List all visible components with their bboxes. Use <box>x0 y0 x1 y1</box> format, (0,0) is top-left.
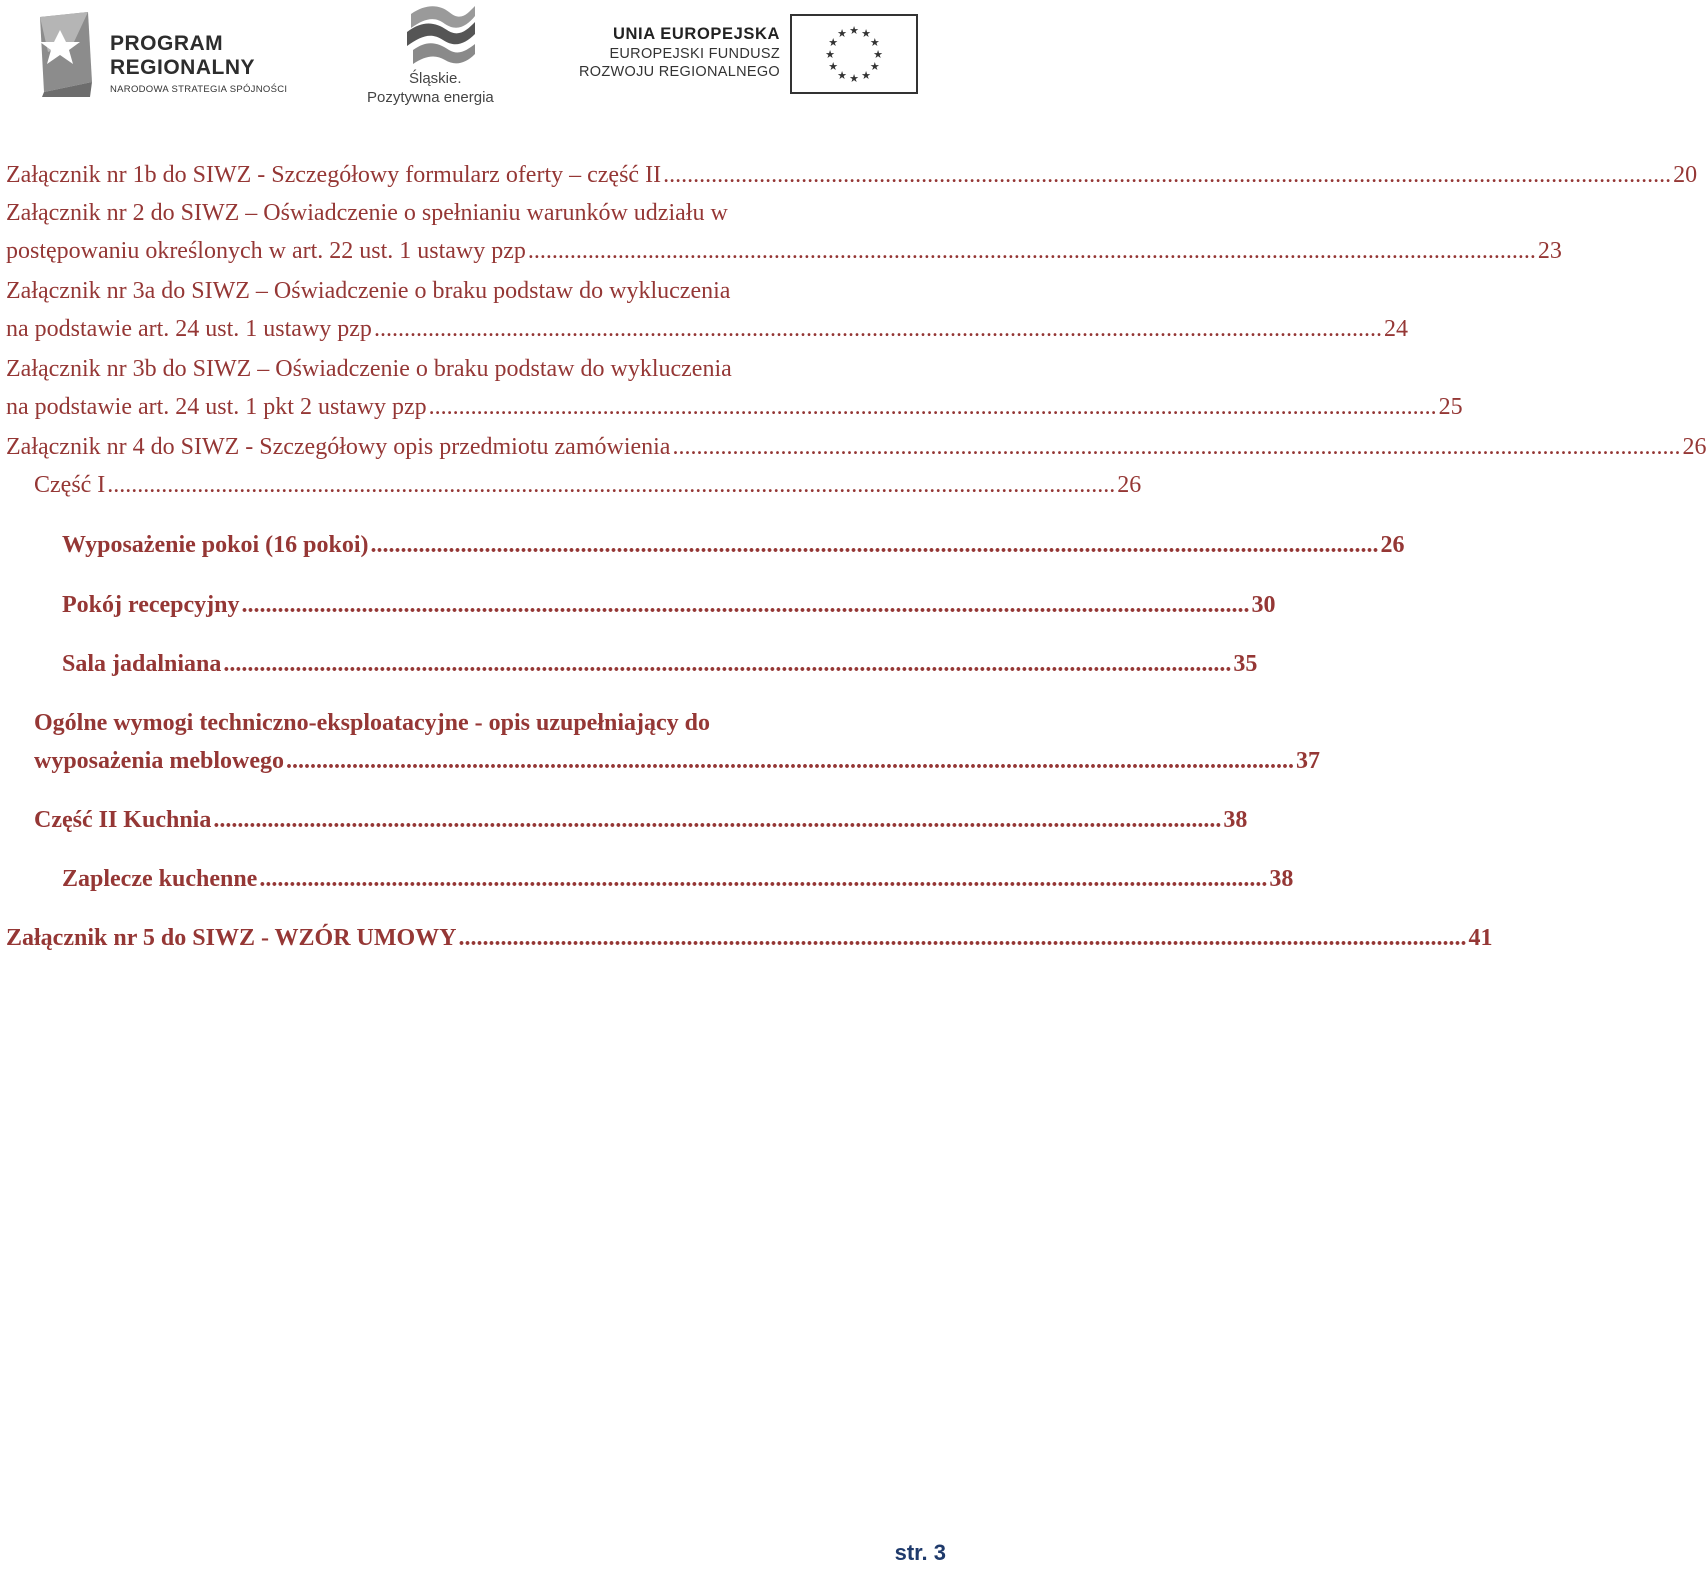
program-regionalny-logo <box>30 12 320 102</box>
toc-entry-title: Część I <box>34 472 106 498</box>
eu-star-icon: ★ <box>837 69 847 82</box>
toc-leader-dots: ........................................................................................................................................................................ <box>663 162 1672 188</box>
eu-star-icon: ★ <box>861 28 871 41</box>
slaskie-logo-tagline: Pozytywna energia <box>367 89 494 106</box>
toc-page-number: 26 <box>1682 434 1706 460</box>
toc-entry-title-cont: na podstawie art. 24 ust. 1 pkt 2 ustawy pzp <box>6 394 427 420</box>
eu-star-icon: ★ <box>837 28 847 41</box>
toc-entry-title: Załącznik nr 3b do SIWZ – Oświadczenie o braku podstaw do wykluczenia <box>6 356 732 382</box>
toc-leader-dots: ........................................................................................................................................................................ <box>241 592 1250 618</box>
page-number-footer: str. 3 <box>894 1540 946 1565</box>
toc-entry[interactable] <box>34 801 1248 839</box>
toc-leader-dots: ........................................................................................................................................................................ <box>527 238 1536 264</box>
eu-star-icon: ★ <box>828 37 839 49</box>
toc-leader-dots: ........................................................................................................................................................................ <box>428 394 1437 420</box>
toc-page-number: 37 <box>1295 748 1320 774</box>
eu-logo-line1: UNIA EUROPEJSKA <box>613 25 780 43</box>
toc-entry-title: Ogólne wymogi techniczno-eksploatacyjne - opis uzupełniający do <box>34 710 710 736</box>
eu-star-icon: ★ <box>849 73 859 85</box>
toc-entry-title: Załącznik nr 3a do SIWZ – Oświadczenie o braku podstaw do wykluczenia <box>6 278 731 304</box>
slaskie-wave-icon <box>405 4 477 68</box>
toc-leader-dots: ........................................................................................................................................................................ <box>285 748 1294 774</box>
toc-entry[interactable] <box>34 704 1320 780</box>
eu-logo-line3: ROZWOJU REGIONALNEGO <box>579 64 780 80</box>
toc-entry[interactable] <box>6 272 1408 348</box>
toc-entry[interactable] <box>6 194 1562 270</box>
page-header <box>0 0 960 115</box>
toc-leader-dots: ........................................................................................................................................................................ <box>672 434 1681 460</box>
toc-page-number: 24 <box>1383 316 1408 342</box>
toc-entry[interactable] <box>6 350 1463 426</box>
toc-entry[interactable] <box>62 586 1276 624</box>
eu-star-icon: ★ <box>861 69 871 82</box>
toc-entry-title: Zaplecze kuchenne <box>62 866 258 892</box>
toc-page-number: 20 <box>1673 162 1698 188</box>
toc-page-number: 38 <box>1223 807 1248 833</box>
toc-entry-title-cont: postępowaniu określonych w art. 22 ust. 1 ustawy pzp <box>6 238 526 264</box>
toc-page-number: 35 <box>1233 651 1258 677</box>
toc-page-number: 30 <box>1251 592 1276 618</box>
toc-leader-dots: ........................................................................................................................................................................ <box>370 532 1379 558</box>
toc-entry[interactable] <box>6 428 1706 466</box>
toc-page-number: 25 <box>1438 394 1463 420</box>
program-logo-line3: NARODOWA STRATEGIA SPÓJNOŚCI <box>110 84 288 95</box>
toc-entry-title: Załącznik nr 2 do SIWZ – Oświadczenie o spełnianiu warunków udziału w <box>6 200 728 226</box>
toc-entry[interactable] <box>62 860 1294 898</box>
eu-star-icon: ★ <box>869 61 880 73</box>
toc-entry-title: Sala jadalniana <box>62 651 222 677</box>
toc-page-number: 26 <box>1117 472 1142 498</box>
program-logo-line1: PROGRAM <box>110 32 224 55</box>
program-logo-line2: REGIONALNY <box>110 56 256 79</box>
toc-leader-dots: ........................................................................................................................................................................ <box>373 316 1382 342</box>
toc-entry-title-cont: na podstawie art. 24 ust. 1 ustawy pzp <box>6 316 372 342</box>
eu-logo-text <box>560 24 780 81</box>
toc-entry-title-cont: wyposażenia meblowego <box>34 748 284 774</box>
slaskie-logo-name: Śląskie. <box>409 70 462 87</box>
toc-entry[interactable] <box>62 526 1405 564</box>
toc-entry[interactable] <box>34 466 1142 504</box>
toc-leader-dots: ........................................................................................................................................................................ <box>259 866 1268 892</box>
eu-star-icon: ★ <box>873 49 883 61</box>
toc-leader-dots: ........................................................................................................................................................................ <box>458 925 1467 951</box>
eu-star-icon: ★ <box>869 37 880 49</box>
eu-flag-icon <box>790 14 918 94</box>
eu-star-icon: ★ <box>849 25 859 37</box>
toc-entry[interactable] <box>6 919 1493 957</box>
toc-leader-dots: ........................................................................................................................................................................ <box>223 651 1232 677</box>
program-regionalny-emblem-icon <box>30 12 100 97</box>
toc-page-number: 38 <box>1269 866 1294 892</box>
toc-page-number: 41 <box>1468 925 1493 951</box>
toc-entry-title: Wyposażenie pokoi (16 pokoi) <box>62 532 369 558</box>
toc-page-number: 23 <box>1537 238 1562 264</box>
toc-entry-title: Pokój recepcyjny <box>62 592 240 618</box>
toc-entry-title: Załącznik nr 5 do SIWZ - WZÓR UMOWY <box>6 925 457 951</box>
toc-entry-title: Część II Kuchnia <box>34 807 212 833</box>
toc-entry[interactable] <box>62 645 1258 683</box>
eu-logo-line2: EUROPEJSKI FUNDUSZ <box>609 46 780 62</box>
toc-leader-dots: ........................................................................................................................................................................ <box>107 472 1116 498</box>
eu-star-icon: ★ <box>825 49 835 61</box>
slaskie-logo <box>365 4 510 109</box>
toc-entry-title: Załącznik nr 1b do SIWZ - Szczegółowy formularz oferty – część II <box>6 162 662 188</box>
toc-leader-dots: ........................................................................................................................................................................ <box>213 807 1222 833</box>
toc-entry[interactable] <box>6 156 1698 194</box>
toc-entry-title: Załącznik nr 4 do SIWZ - Szczegółowy opis przedmiotu zamówienia <box>6 434 671 460</box>
toc-page-number: 26 <box>1380 532 1405 558</box>
eu-star-icon: ★ <box>828 61 839 73</box>
